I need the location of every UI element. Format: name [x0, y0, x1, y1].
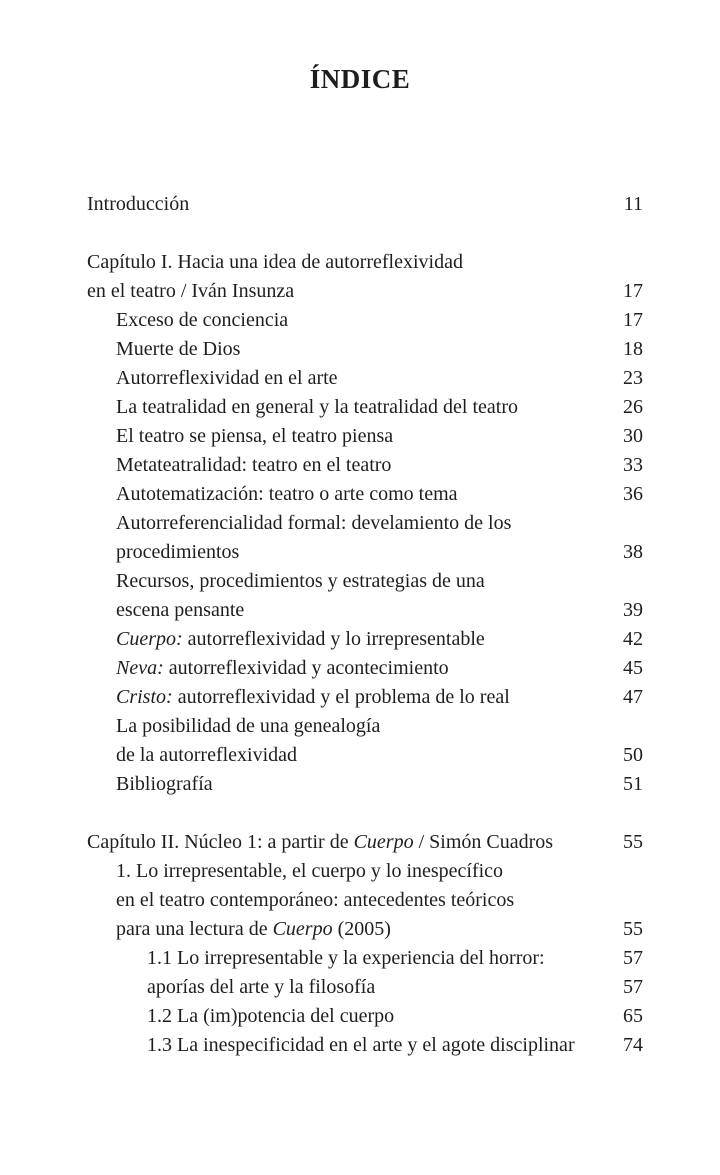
toc-entry-title: [116, 654, 449, 683]
toc-entry-text: autorreflexividad y acontecimiento: [163, 657, 449, 679]
toc-entry: [87, 364, 643, 393]
work-title: Cuerpo: [353, 831, 414, 853]
toc-entry-title: de la autorreflexividad: [116, 744, 298, 766]
toc-entry: [87, 509, 643, 538]
toc-entry-page: 50: [623, 744, 643, 766]
toc-entry: [87, 654, 643, 683]
toc-subentry: [87, 1031, 643, 1060]
toc-entry-page: 55: [623, 831, 643, 853]
toc-entry-page: 42: [623, 628, 643, 650]
toc-entry: [87, 625, 643, 654]
toc-entry-page: 57: [623, 947, 643, 969]
work-title: Neva:: [116, 657, 164, 679]
work-title: Cuerpo:: [116, 628, 183, 650]
toc-entry-title: Autotematización: teatro o arte como tema: [116, 483, 458, 505]
toc-entry-page: 74: [623, 1034, 643, 1056]
toc-entry-page: 39: [623, 599, 643, 621]
toc-entry-title: [116, 625, 485, 654]
section-gap: [87, 219, 643, 248]
toc-entry: [87, 422, 643, 451]
toc-entry-page: 55: [623, 918, 643, 940]
toc-entry: [87, 480, 643, 509]
toc-entry-title: Autorreflexividad en el arte: [116, 367, 338, 389]
chapter-1-heading: [87, 248, 643, 277]
toc-entry-page: 57: [623, 976, 643, 998]
toc-entry-page: 47: [623, 686, 643, 708]
table-of-contents: [87, 190, 643, 1060]
toc-entry-page: 26: [623, 396, 643, 418]
work-title: Cristo:: [116, 686, 173, 708]
toc-entry-title: 1.3 La inespecificidad en el arte y el agote disciplinar: [147, 1034, 575, 1056]
toc-entry-title: La posibilidad de una genealogía: [116, 715, 381, 737]
toc-entry-title: Recursos, procedimientos y estrategias de una: [116, 570, 485, 592]
page-title: ÍNDICE: [309, 64, 411, 94]
toc-entry-title: El teatro se piensa, el teatro piensa: [116, 425, 394, 447]
toc-entry: [87, 712, 643, 741]
toc-entry-text: / Simón Cuadros: [413, 831, 554, 853]
toc-entry-page: 38: [623, 541, 643, 563]
chapter-2-heading: [87, 828, 643, 857]
toc-entry-page: 11: [623, 193, 643, 215]
toc-entry-title: [116, 915, 391, 944]
toc-subentry: [87, 944, 643, 973]
toc-entry-title: aporías del arte y la filosofía: [147, 976, 376, 998]
toc-entry: [87, 451, 643, 480]
toc-entry-title: Exceso de conciencia: [116, 309, 289, 331]
toc-entry-title: en el teatro / Iván Insunza: [87, 280, 295, 302]
toc-entry: [87, 335, 643, 364]
toc-entry-title: en el teatro contemporáneo: antecedentes teóricos: [116, 889, 515, 911]
toc-entry: [87, 770, 643, 799]
toc-entry-page: 30: [623, 425, 643, 447]
toc-entry-text: Capítulo II. Núcleo 1: a partir de: [87, 831, 354, 853]
toc-entry-title: Introducción: [87, 193, 190, 215]
toc-entry-page: 18: [623, 338, 643, 360]
toc-entry-page: 17: [623, 309, 643, 331]
toc-entry-title: [87, 828, 553, 857]
section-1-heading-cont: [87, 915, 643, 944]
toc-entry-title: Bibliografía: [116, 773, 213, 795]
toc-entry-page: 17: [623, 280, 643, 302]
toc-entry-text: para una lectura de: [116, 918, 273, 940]
toc-entry-page: 33: [623, 454, 643, 476]
toc-entry: [87, 683, 643, 712]
toc-entry: [87, 538, 643, 567]
toc-entry: [87, 306, 643, 335]
section-1-heading-cont: [87, 886, 643, 915]
toc-entry-page: 51: [623, 773, 643, 795]
toc-entry-title: Capítulo I. Hacia una idea de autorreflexividad: [87, 251, 463, 273]
toc-entry-title: La teatralidad en general y la teatralidad del teatro: [116, 396, 519, 418]
toc-subentry: [87, 1002, 643, 1031]
toc-entry-title: [116, 683, 510, 712]
toc-entry-page: 65: [623, 1005, 643, 1027]
toc-entry-title: Muerte de Dios: [116, 338, 241, 360]
toc-subentry: [87, 973, 643, 1002]
toc-entry-title: Metateatralidad: teatro en el teatro: [116, 454, 392, 476]
toc-entry: [87, 596, 643, 625]
section-gap: [87, 799, 643, 828]
toc-entry-text: (2005): [332, 918, 391, 940]
section-1-heading: [87, 857, 643, 886]
toc-entry: [87, 567, 643, 596]
toc-entry-page: 36: [623, 483, 643, 505]
toc-entry-title: Autorreferencialidad formal: develamiento de los: [116, 512, 512, 534]
toc-entry-title: 1.1 Lo irrepresentable y la experiencia del horror:: [147, 947, 545, 969]
toc-entry-text: autorreflexividad y el problema de lo real: [172, 686, 510, 708]
toc-entry-introduccion: [87, 190, 643, 219]
work-title: Cuerpo: [272, 918, 333, 940]
toc-entry-title: 1. Lo irrepresentable, el cuerpo y lo inespecífico: [116, 860, 504, 882]
chapter-1-heading-cont: [87, 277, 643, 306]
toc-entry: [87, 741, 643, 770]
toc-entry-page: 45: [623, 657, 643, 679]
toc-entry-text: autorreflexividad y lo irrepresentable: [182, 628, 485, 650]
toc-entry-title: 1.2 La (im)potencia del cuerpo: [147, 1005, 395, 1027]
toc-entry-title: procedimientos: [116, 541, 240, 563]
toc-entry: [87, 393, 643, 422]
toc-entry-page: 23: [623, 367, 643, 389]
toc-entry-title: escena pensante: [116, 599, 245, 621]
